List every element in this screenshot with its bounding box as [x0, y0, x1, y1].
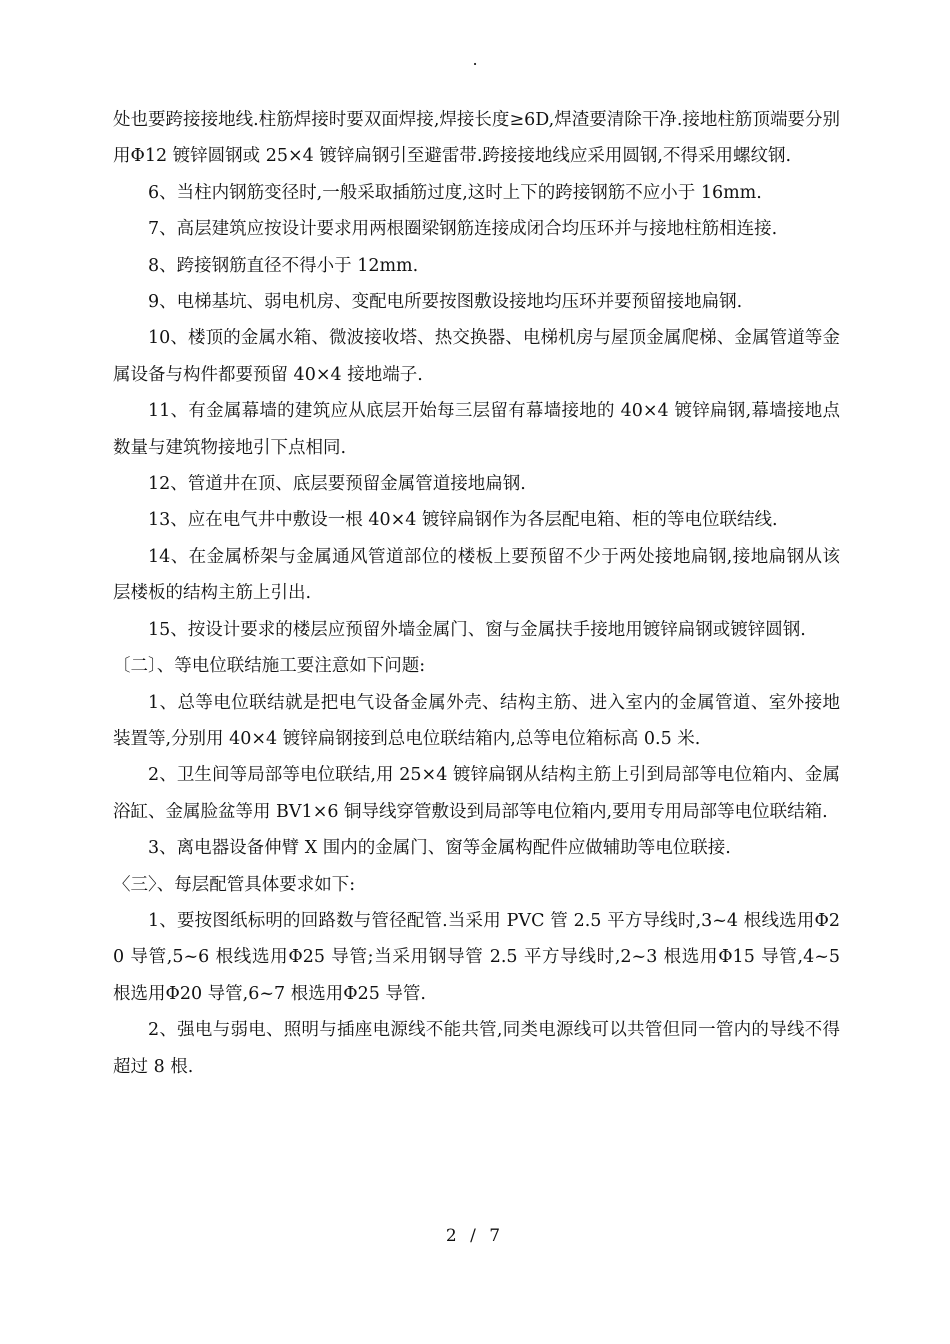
body-paragraph: 15、按设计要求的楼层应预留外墙金属门、窗与金属扶手接地用镀锌扁钢或镀锌圆钢.: [148, 619, 806, 640]
header-mark: .: [472, 50, 478, 69]
body-paragraph: 8、跨接钢筋直径不得小于 12mm.: [148, 255, 419, 276]
body-paragraph: 1、总等电位联结就是把电气设备金属外壳、结构主筋、进入室内的金属管道、室外接地装置等,分别用 40×4 镀锌扁钢接到总电位联结箱内,总等电位箱标高 0.5 米.: [113, 692, 840, 749]
page-number: 2 / 7: [445, 1226, 505, 1246]
body-paragraph: 2、强电与弱电、照明与插座电源线不能共管,同类电源线可以共管但同一管内的导线不得超过 8 根.: [113, 1020, 840, 1077]
section-paragraph: 〔二〕、等电位联结施工要注意如下问题:: [113, 656, 426, 677]
body-paragraph: 6、当柱内钢筋变径时,一般采取插筋过度,这时上下的跨接钢筋不应小于 16mm.: [148, 182, 762, 203]
body-paragraph: 3、离电器设备伸臂 X 围内的金属门、窗等金属构配件应做辅助等电位联接.: [148, 838, 731, 859]
body-paragraph: 10、楼顶的金属水箱、微波接收塔、热交换器、电梯机房与屋顶金属爬梯、金属管道等金属设备与构件都要预留 40×4 接地端子.: [113, 328, 840, 385]
body-paragraph: 14、在金属桥架与金属通风管道部位的楼板上要预留不少于两处接地扁钢,接地扁钢从该层楼板的结构主筋上引出.: [113, 546, 840, 604]
body-paragraph: 13、应在电气井中敷设一根 40×4 镀锌扁钢作为各层配电箱、柜的等电位联结线.: [148, 510, 778, 531]
body-paragraph: 11、有金属幕墙的建筑应从底层开始每三层留有幕墙接地的 40×4 镀锌扁钢,幕墙接地点数量与建筑物接地引下点相同.: [113, 401, 840, 458]
section-paragraph: 处也要跨接接地线.柱筋焊接时要双面焊接,焊接长度≥6D,焊渣要清除干净.接地柱筋顶端要分别用Φ12 镀锌圆钢或 25×4 镀锌扁钢引至避雷带.跨接接地线应采用圆钢,不得采用螺纹钢.: [113, 110, 840, 167]
body-paragraph: 7、高层建筑应按设计要求用两根圈梁钢筋连接成闭合均压环并与接地柱筋相连接.: [148, 219, 778, 240]
body-paragraph: 2、卫生间等局部等电位联结,用 25×4 镀锌扁钢从结构主筋上引到局部等电位箱内、金属浴缸、金属脸盆等用 BV1×6 铜导线穿管敷设到局部等电位箱内,要用专用局部等电位联结箱.: [113, 765, 840, 822]
body-paragraph: 1、要按图纸标明的回路数与管径配管.当采用 PVC 管 2.5 平方导线时,3~4 根线选用Φ20 导管,5~6 根线选用Φ25 导管;当采用钢导管 2.5 平方导线时,2~3 根选用Φ15 导管,4~5 根选用Φ20 导管,6~7 根选用Φ25 导管.: [113, 910, 840, 1004]
section-paragraph: 〈三〉、每层配管具体要求如下:: [113, 874, 356, 895]
body-paragraph: 12、管道井在顶、底层要预留金属管道接地扁钢.: [148, 474, 526, 495]
document-body: [113, 102, 840, 1085]
body-paragraph: 9、电梯基坑、弱电机房、变配电所要按图敷设接地均压环并要预留接地扁钢.: [148, 292, 743, 313]
